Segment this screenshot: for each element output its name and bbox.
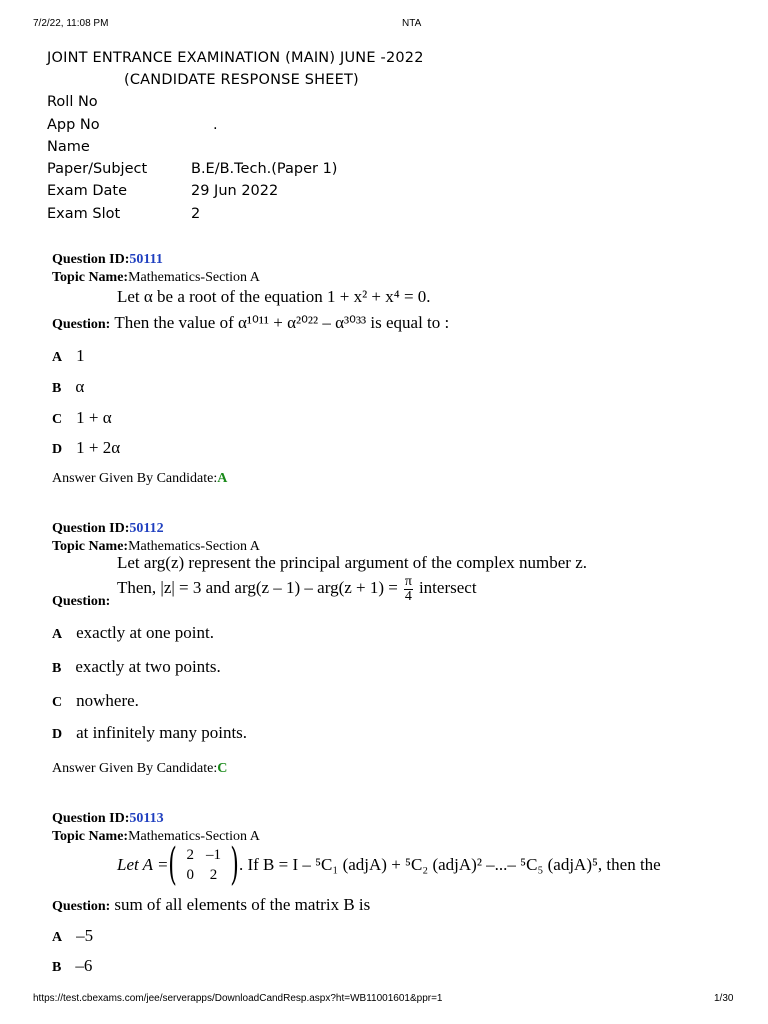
page-url[interactable]: https://test.cbexams.com/jee/serverapps/DownloadCandResp.aspx?ht=WB11001601&ppr=1 [33, 993, 443, 1004]
topic-name-value: Mathematics-Section A [128, 539, 260, 554]
paper-label: Paper/Subject [47, 161, 148, 177]
answer-given [52, 759, 227, 777]
question-id [52, 250, 163, 268]
question-text [52, 313, 449, 333]
topic-name-label: Topic Name: [52, 829, 129, 844]
answer-given-label: Answer Given By Candidate: [52, 761, 218, 776]
option-text: at infinitely many points. [76, 723, 248, 742]
option-text: exactly at two points. [75, 657, 221, 676]
option-a [52, 346, 85, 366]
question-id-value: 50112 [129, 521, 164, 536]
exam-date-value: 29 Jun 2022 [191, 183, 279, 199]
answer-given-label: Answer Given By Candidate: [52, 471, 218, 486]
option-text: 1 [76, 346, 85, 365]
option-text: 1 + 2α [76, 438, 121, 457]
name-label: Name [47, 139, 90, 155]
question-text-line-1 [117, 839, 661, 890]
matrix-a [168, 839, 239, 890]
right-parenthesis: ) [230, 839, 239, 890]
option-text: 1 + α [76, 408, 112, 427]
question-text-line-2: sum of all elements of the matrix B is [114, 895, 371, 914]
option-letter: C [52, 695, 63, 710]
print-datetime: 7/2/22, 11:08 PM [33, 18, 109, 29]
matrix-table [180, 845, 227, 885]
option-letter: D [52, 442, 63, 457]
option-letter: B [52, 381, 62, 396]
option-text: –5 [76, 926, 94, 945]
topic-name-value: Mathematics-Section A [128, 270, 260, 285]
option-d [52, 438, 120, 458]
matrix-cell: –1 [205, 847, 221, 863]
question-text-suffix: intersect [418, 578, 477, 598]
question-id-label: Question ID: [52, 521, 130, 536]
exam-date-label: Exam Date [47, 183, 128, 199]
answer-given [52, 469, 227, 487]
option-letter: A [52, 627, 63, 642]
question-label: Question: [52, 899, 111, 914]
question-id-value: 50111 [129, 252, 163, 267]
option-letter: B [52, 960, 62, 975]
topic-name [52, 268, 260, 286]
option-letter: A [52, 930, 63, 945]
fraction-numerator: π [404, 574, 412, 589]
topic-name-label: Topic Name: [52, 539, 129, 554]
exam-title: JOINT ENTRANCE EXAMINATION (MAIN) JUNE -2022 [47, 50, 424, 66]
print-site-title: NTA [402, 18, 422, 29]
option-b [52, 956, 92, 976]
question-text-prefix: Then, |z| = 3 and arg(z – 1) – arg(z + 1) = [117, 578, 398, 598]
option-text: α [75, 377, 85, 396]
question-text-line-2: Then the value of α¹⁰¹¹ + α²⁰²² – α³⁰³³ is equal to : [114, 313, 450, 332]
page-number: 1/30 [714, 993, 734, 1004]
option-text: nowhere. [76, 691, 139, 710]
matrix-cell: 2 [186, 847, 194, 863]
answer-given-value: C [217, 761, 228, 776]
question-text-line-1: Let arg(z) represent the principal argument of the complex number z. [117, 553, 587, 572]
fraction [404, 575, 413, 604]
option-b [52, 377, 84, 397]
question-text-prefix: Let A = [117, 855, 169, 874]
question-label: Question: [52, 594, 111, 609]
fraction-denominator: 4 [404, 589, 412, 604]
question-id [52, 519, 164, 537]
question-id-label: Question ID: [52, 252, 130, 267]
option-d [52, 723, 247, 743]
app-no-value: . [213, 117, 218, 133]
matrix-cell: 0 [186, 867, 194, 883]
option-text: exactly at one point. [76, 623, 214, 642]
question-id-label: Question ID: [52, 811, 130, 826]
option-letter: B [52, 661, 62, 676]
paper-value: B.E/B.Tech.(Paper 1) [191, 161, 338, 177]
question-id [52, 809, 164, 827]
option-letter: A [52, 350, 63, 365]
app-no-label: App No [47, 117, 100, 133]
question-id-value: 50113 [129, 811, 164, 826]
option-c [52, 408, 112, 428]
option-a [52, 623, 214, 643]
exam-slot-value: 2 [191, 206, 201, 222]
roll-no-label: Roll No [47, 94, 98, 110]
sheet-title: (CANDIDATE RESPONSE SHEET) [124, 72, 359, 88]
exam-slot-label: Exam Slot [47, 206, 121, 222]
left-parenthesis: ( [168, 839, 178, 890]
option-text: –6 [75, 956, 93, 975]
option-b [52, 657, 221, 677]
option-a [52, 926, 93, 946]
option-letter: C [52, 412, 63, 427]
question-text-suffix: . If B = I – ⁵C₁ (adjA) + ⁵C₂ (adjA)² –...– ⁵C₅ (adjA)⁵, then the [238, 855, 661, 874]
question-text-line-2 [117, 575, 477, 604]
option-c [52, 691, 139, 711]
question-text [52, 895, 370, 915]
option-letter: D [52, 727, 63, 742]
question-label: Question: [52, 317, 111, 332]
matrix-cell: 2 [209, 867, 218, 883]
topic-name-label: Topic Name: [52, 270, 129, 285]
question-text-line-1: Let α be a root of the equation 1 + x² + x⁴ = 0. [117, 287, 431, 306]
topic-name [52, 827, 260, 845]
topic-name-value: Mathematics-Section A [128, 829, 260, 844]
answer-given-value: A [217, 471, 228, 486]
